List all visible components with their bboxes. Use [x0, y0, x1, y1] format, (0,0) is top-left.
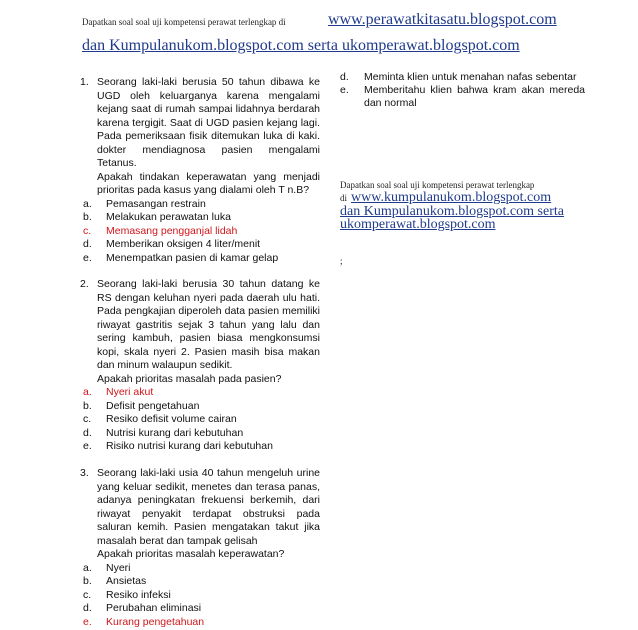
- semicolon-mark: ;: [340, 256, 343, 266]
- option-a[interactable]: [80, 562, 320, 576]
- option-letter: d.: [83, 602, 92, 614]
- option-text: Nutrisi kurang dari kebutuhan: [106, 426, 244, 439]
- option-list: [80, 386, 320, 454]
- option-d[interactable]: [340, 71, 585, 84]
- option-letter: b.: [83, 575, 92, 587]
- question-stem: Seorang laki-laki usia 40 tahun mengeluh urine yang keluar sedikit, menetes dan terasa panas, adanya peningkatan frekuensi berkemih, dari riwayat penyakit terdapat obstruksi pada saluran kemih. Pasien mengatakan takut jika masalah berat dan tampak gelisah: [97, 467, 320, 547]
- option-c[interactable]: [80, 413, 320, 427]
- option-letter: c.: [83, 224, 92, 237]
- option-letter: c.: [83, 413, 92, 425]
- footnote-links: [340, 180, 600, 231]
- option-text: Defisit pengetahuan: [106, 399, 200, 412]
- option-text: Perubahan eliminasi: [106, 602, 202, 614]
- option-letter: e.: [83, 440, 92, 452]
- option-text: Kurang pengetahuan: [106, 615, 205, 628]
- right-column-options: [340, 71, 585, 110]
- option-text: Nyeri: [106, 561, 131, 574]
- question-prompt: Apakah prioritas masalah keperawatan?: [97, 548, 285, 560]
- option-c-answer[interactable]: [80, 225, 320, 239]
- option-letter: d.: [83, 426, 92, 439]
- option-letter: a.: [83, 561, 92, 574]
- option-e[interactable]: [80, 252, 320, 266]
- option-letter: d.: [340, 71, 349, 83]
- option-c[interactable]: [80, 589, 320, 603]
- option-b[interactable]: [80, 211, 320, 225]
- option-a[interactable]: [80, 198, 320, 212]
- option-d[interactable]: [80, 427, 320, 441]
- option-text: Memberitahu klien bahwa kram akan mereda dan normal: [364, 84, 585, 109]
- option-text: Risiko nutrisi kurang dari kebutuhan: [106, 440, 273, 452]
- question-number: 3.: [80, 467, 89, 479]
- option-e[interactable]: [340, 84, 585, 110]
- question-2: [80, 278, 320, 454]
- option-letter: e.: [83, 251, 92, 264]
- option-d[interactable]: [80, 602, 320, 616]
- option-letter: a.: [83, 386, 92, 398]
- option-e-answer[interactable]: [80, 616, 320, 630]
- option-text: Resiko defisit volume cairan: [106, 413, 237, 425]
- option-text: Ansietas: [106, 575, 147, 587]
- header-prefix: Dapatkan soal soal uji kompetensi perawat terlengkap di: [82, 17, 286, 27]
- option-b[interactable]: [80, 400, 320, 414]
- footnote-link-ukomperawat[interactable]: ukomperawat.blogspot.com: [340, 217, 496, 232]
- footnote-di: di: [340, 193, 348, 203]
- question-prompt: Apakah tindakan keperawatan yang menjadi prioritas pada kasus yang dialami oleh T n.B?: [97, 170, 320, 196]
- option-text: Memasang pengganjal lidah: [106, 224, 238, 237]
- footnote-link-kumpulanukom[interactable]: www.kumpulanukom.blogspot.com: [351, 190, 552, 205]
- option-d[interactable]: [80, 238, 320, 252]
- header-link-perawatkitasatu[interactable]: www.perawatkitasatu.blogspot.com: [328, 11, 557, 28]
- option-letter: c.: [83, 588, 92, 601]
- option-letter: a.: [83, 197, 92, 210]
- header-link-line2[interactable]: dan Kumpulanukom.blogspot.com serta ukomperawat.blogspot.com: [82, 37, 520, 54]
- option-text: Nyeri akut: [106, 386, 154, 398]
- footnote-prefix: Dapatkan soal soal uji kompetensi perawat terlengkap: [340, 180, 535, 190]
- option-letter: b.: [83, 211, 92, 223]
- option-b[interactable]: [80, 575, 320, 589]
- question-stem: Seorang laki-laki berusia 30 tahun datang ke RS dengan keluhan nyeri pada daerah ulu hati. Pada pengkajian diperoleh data pasien memiliki riwayat gastritis sejak 3 tahun yang lalu dan sering kambuh, pasien biasa mengkonsumsi kopi, skala nyeri 2. Pasien masih bisa makan dan minum walaupun sedikit.: [97, 278, 320, 371]
- option-letter: d.: [83, 238, 92, 250]
- option-text: Meminta klien untuk menahan nafas sebentar: [364, 71, 577, 83]
- option-text: Resiko infeksi: [106, 588, 171, 601]
- option-text: Pemasangan restrain: [106, 197, 206, 210]
- option-a-answer[interactable]: [80, 386, 320, 400]
- option-text: Melakukan perawatan luka: [106, 211, 231, 223]
- question-prompt: Apakah prioritas masalah pada pasien?: [97, 372, 282, 385]
- option-letter: e.: [83, 615, 92, 628]
- option-text: Menempatkan pasien di kamar gelap: [106, 251, 279, 264]
- option-e[interactable]: [80, 440, 320, 454]
- question-stem: Seorang laki-laki berusia 50 tahun dibawa ke UGD oleh keluarganya karena mengalami kejang saat di rumah sampai lidahnya berdarah karena tergigit. Saat di UGD pasien kejang lagi. Pada pemeriksaan fisik ditemukan luka di kaki. dokter mendiagnosa pasien mengalami Tetanus.: [97, 76, 320, 169]
- question-3: [80, 467, 320, 629]
- question-number: 2.: [80, 278, 89, 290]
- question-1: [80, 76, 320, 265]
- option-list: [80, 198, 320, 266]
- option-letter: e.: [340, 84, 349, 96]
- option-list: [80, 562, 320, 630]
- option-text: Memberikan oksigen 4 liter/menit: [106, 238, 261, 250]
- option-letter: b.: [83, 399, 92, 412]
- question-number: 1.: [80, 76, 89, 88]
- footnote-link-line2[interactable]: dan Kumpulanukom.blogspot.com serta: [340, 204, 564, 219]
